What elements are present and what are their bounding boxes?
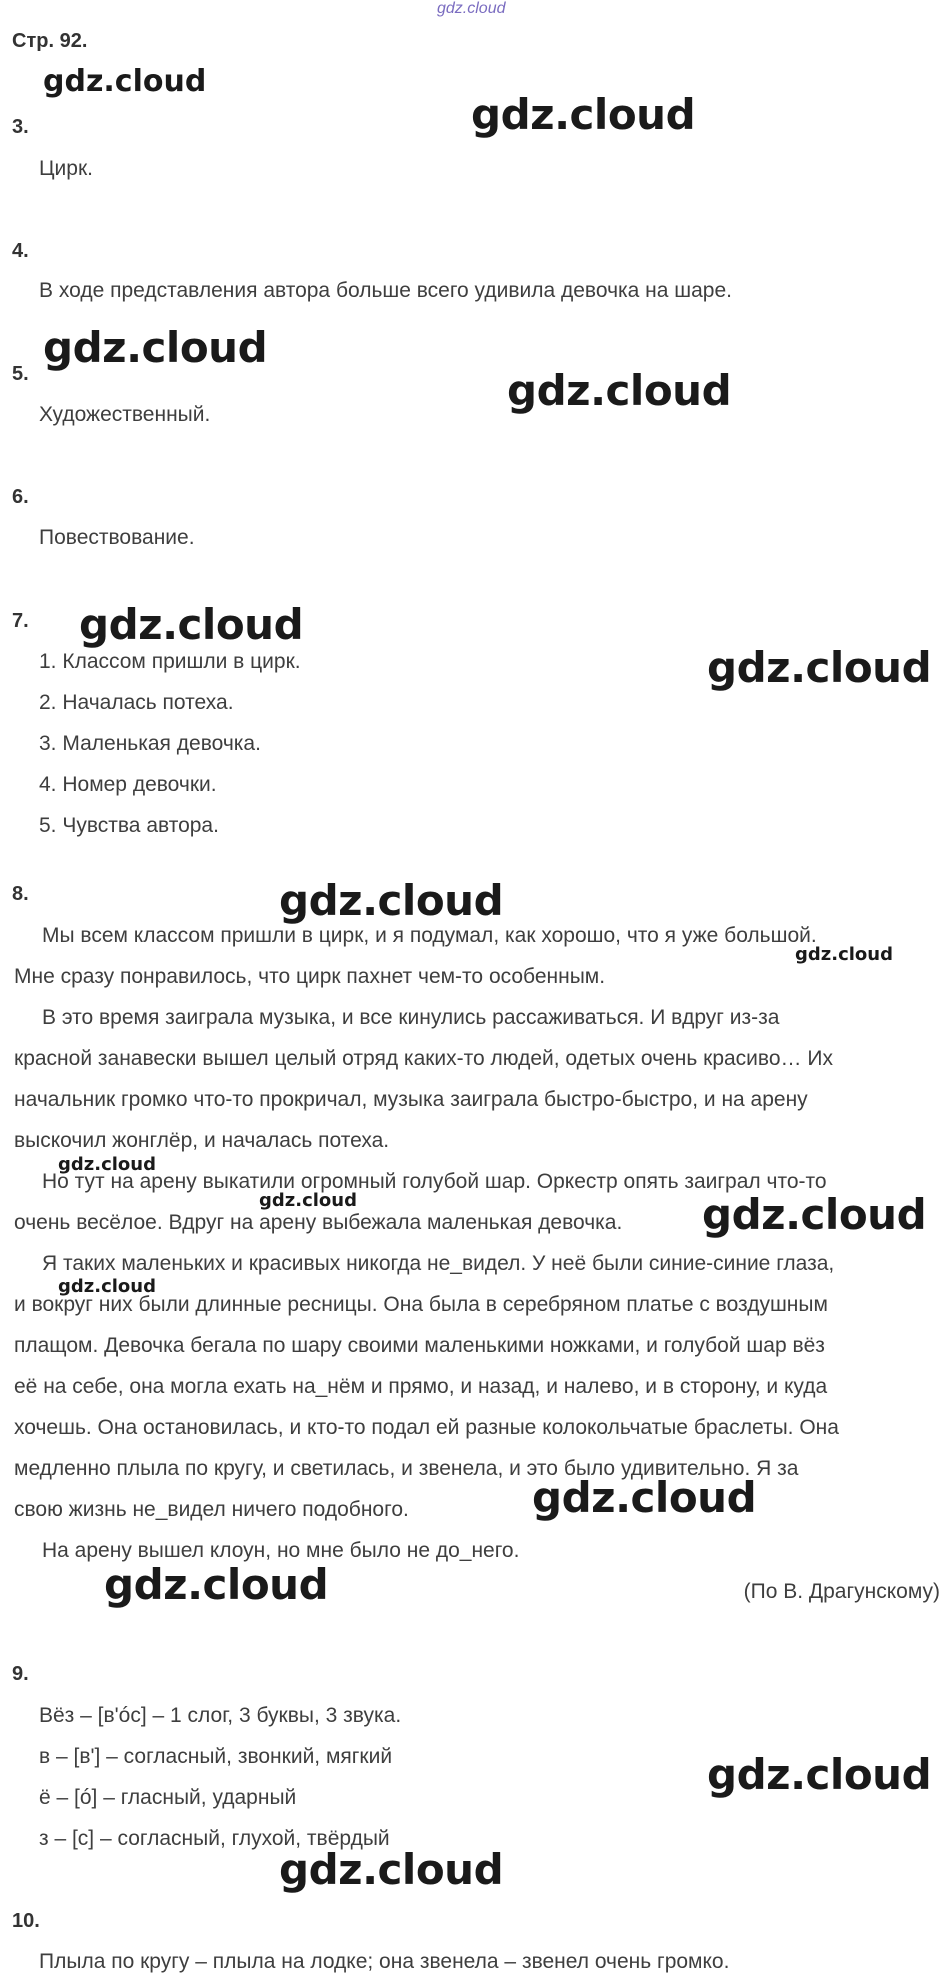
phonetic-line-2: в – [в'] – согласный, звонкий, мягкий — [39, 1745, 393, 1768]
text-line-3: В это время заиграла музыка, и все кинулись рассаживаться. И вдруг из-за — [42, 1006, 780, 1029]
site-link[interactable]: gdz.cloud — [437, 0, 506, 17]
phonetic-line-1: Вёз – [в'óс] – 1 слог, 3 буквы, 3 звука. — [39, 1704, 402, 1727]
text-line-10: и вокруг них были длинные ресницы. Она была в серебряном платье с воздушным — [14, 1293, 828, 1316]
answer-6: Повествование. — [39, 526, 195, 549]
answer-5: Художественный. — [39, 403, 211, 426]
question-number-5: 5. — [12, 363, 29, 385]
text-line-15: свою жизнь не_видел ничего подобного. — [14, 1498, 409, 1521]
question-number-3: 3. — [12, 116, 29, 138]
phonetic-line-4: з – [с] – согласный, глухой, твёрдый — [39, 1827, 390, 1850]
plan-item-4: 4. Номер девочки. — [39, 773, 217, 796]
phonetic-line-3: ё – [ó] – гласный, ударный — [39, 1786, 297, 1809]
text-line-13: хочешь. Она остановилась, и кто-то подал ей разные колокольчатые браслеты. Она — [14, 1416, 839, 1439]
question-number-10: 10. — [12, 1910, 40, 1932]
text-line-12: её на себе, она могла ехать на_нём и прямо, и назад, и налево, и в сторону, и куда — [14, 1375, 828, 1398]
text-line-4: красной занавески вышел целый отряд каких-то людей, одетых очень красиво… Их — [14, 1047, 833, 1070]
text-line-9: Я таких маленьких и красивых никогда не_видел. У неё были синие-синие глаза, — [42, 1252, 835, 1275]
watermark: gdz.cloud — [58, 1276, 156, 1297]
page-reference: Стр. 92. — [12, 30, 88, 52]
text-line-7: Но тут на арену выкатили огромный голубой шар. Оркестр опять заиграл что-то — [42, 1170, 827, 1193]
watermark: gdz.cloud — [279, 1845, 504, 1894]
plan-item-5: 5. Чувства автора. — [39, 814, 219, 837]
watermark: gdz.cloud — [43, 64, 207, 99]
plan-item-3: 3. Маленькая девочка. — [39, 732, 261, 755]
watermark: gdz.cloud — [707, 1750, 932, 1799]
text-line-16: На арену вышел клоун, но мне было не до_него. — [42, 1539, 520, 1562]
text-line-11: плащом. Девочка бегала по шару своими маленькими ножками, и голубой шар вёз — [14, 1334, 825, 1357]
watermark: gdz.cloud — [279, 876, 504, 925]
text-line-14: медленно плыла по кругу, и светилась, и звенела, и это было удивительно. Я за — [14, 1457, 799, 1480]
watermark: gdz.cloud — [795, 944, 893, 965]
text-line-6: выскочил жонглёр, и началась потеха. — [14, 1129, 390, 1152]
question-number-8: 8. — [12, 883, 29, 905]
watermark: gdz.cloud — [259, 1190, 357, 1211]
watermark: gdz.cloud — [104, 1560, 329, 1609]
question-number-7: 7. — [12, 610, 29, 632]
watermark: gdz.cloud — [471, 90, 696, 139]
watermark: gdz.cloud — [43, 323, 268, 372]
answer-10: Плыла по кругу – плыла на лодке; она звенела – звенел очень громко. — [39, 1950, 730, 1973]
watermark: gdz.cloud — [532, 1473, 757, 1522]
question-number-4: 4. — [12, 240, 29, 262]
answer-4: В ходе представления автора больше всего удивила девочка на шаре. — [39, 279, 732, 302]
text-line-2: Мне сразу понравилось, что цирк пахнет чем-то особенным. — [14, 965, 606, 988]
watermark: gdz.cloud — [79, 600, 304, 649]
question-number-9: 9. — [12, 1663, 29, 1685]
plan-item-1: 1. Классом пришли в цирк. — [39, 650, 301, 673]
text-line-8: очень весёлое. Вдруг на арену выбежала маленькая девочка. — [14, 1211, 623, 1234]
attribution: (По В. Драгунскому) — [743, 1580, 940, 1603]
answer-3: Цирк. — [39, 157, 93, 180]
text-line-1: Мы всем классом пришли в цирк, и я подумал, как хорошо, что я уже большой. — [42, 924, 817, 947]
watermark: gdz.cloud — [58, 1154, 156, 1175]
plan-item-2: 2. Началась потеха. — [39, 691, 234, 714]
watermark: gdz.cloud — [707, 643, 932, 692]
watermark: gdz.cloud — [507, 366, 732, 415]
question-number-6: 6. — [12, 486, 29, 508]
watermark: gdz.cloud — [702, 1190, 927, 1239]
text-line-5: начальник громко что-то прокричал, музыка заиграла быстро-быстро, и на арену — [14, 1088, 808, 1111]
